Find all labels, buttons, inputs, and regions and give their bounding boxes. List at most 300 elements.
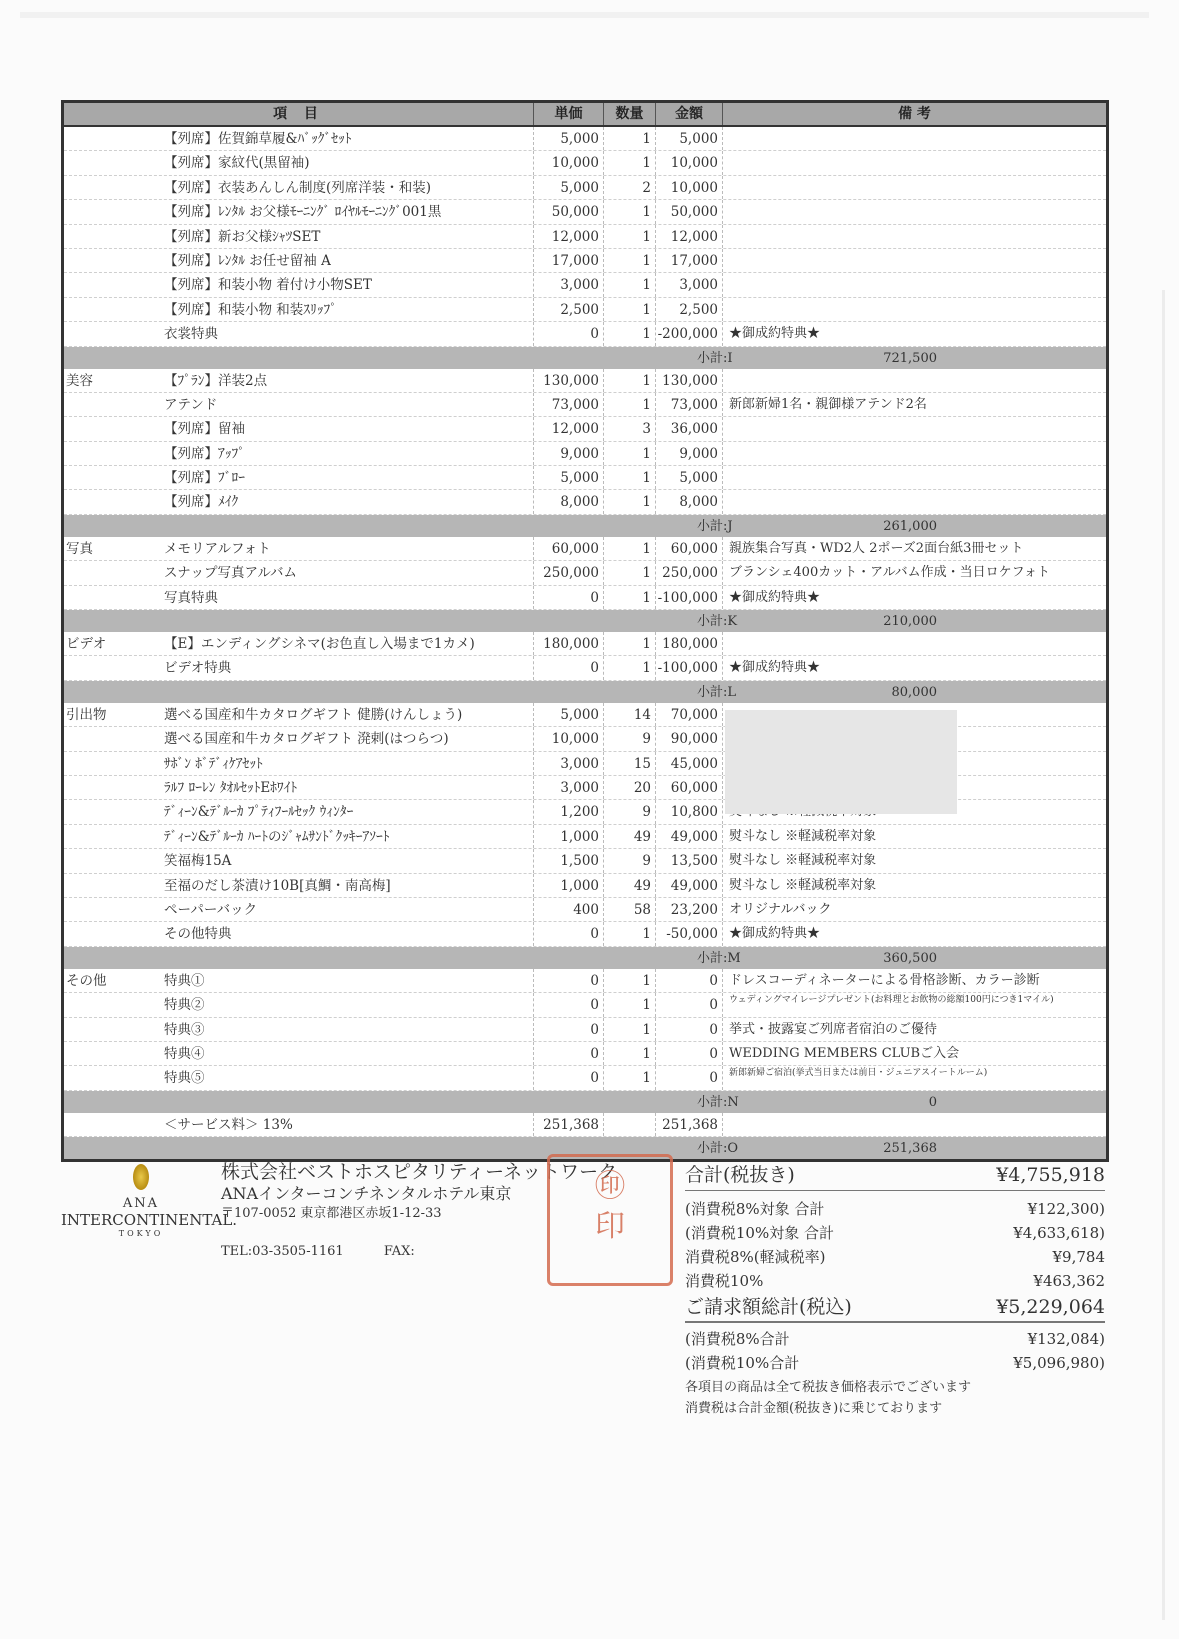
row-qty: 9: [604, 727, 656, 750]
row-amount: -50,000: [656, 922, 723, 945]
row-category: [64, 200, 159, 223]
total-label: 消費税10%: [685, 1272, 764, 1290]
subtotal-label: 小計:J: [697, 518, 733, 534]
subtotal-row: [64, 515, 1106, 537]
subtotal-label: 小計:K: [697, 614, 738, 630]
row-amount: 36,000: [656, 417, 723, 440]
total-value: ¥132,084): [1027, 1330, 1105, 1348]
table-row: [64, 442, 1106, 466]
row-category: [64, 898, 159, 921]
row-qty: 9: [604, 800, 656, 823]
hotel-logo: [61, 1164, 238, 1238]
row-item: 至福のだし茶漬け10B[真鯛・南高梅]: [159, 874, 534, 897]
row-price: 5,000: [534, 176, 604, 199]
row-category: [64, 1066, 159, 1089]
row-note: WEDDING MEMBERS CLUBご入会: [729, 1045, 960, 1061]
row-amount: 0: [656, 969, 723, 992]
row-amount: 180,000: [656, 632, 723, 655]
scan-edge-top: [20, 12, 1149, 18]
row-note: [723, 417, 1106, 440]
row-price: 3,000: [534, 273, 604, 296]
row-item: 【列席】和装小物 和装ｽﾘｯﾌﾟ: [159, 298, 534, 321]
table-row: [64, 993, 1106, 1017]
total-value: ¥4,755,918: [996, 1164, 1105, 1186]
subtotal-value: 0: [928, 1094, 937, 1110]
row-price: 5,000: [534, 466, 604, 489]
row-amount: 8,000: [656, 490, 723, 513]
row-qty: 1: [604, 1066, 656, 1089]
invoice-footer: [61, 1160, 1111, 1460]
row-amount: 5,000: [656, 466, 723, 489]
subtotal-value: 261,000: [883, 518, 937, 534]
row-price: 12,000: [534, 417, 604, 440]
subtotal-row: [64, 1091, 1106, 1113]
total-value: ¥5,096,980): [1013, 1354, 1105, 1372]
table-row: [64, 825, 1106, 849]
row-amount: 10,000: [656, 151, 723, 174]
row-category: [64, 1018, 159, 1041]
table-row: [64, 176, 1106, 200]
row-qty: 1: [604, 1018, 656, 1041]
row-item: 【列席】和装小物 着付け小物SET: [159, 273, 534, 296]
row-price: 60,000: [534, 537, 604, 560]
row-amount: 90,000: [656, 727, 723, 750]
row-price: 10,000: [534, 727, 604, 750]
row-amount: 73,000: [656, 393, 723, 416]
row-price: 1,500: [534, 849, 604, 872]
row-category: [64, 800, 159, 823]
row-note: [723, 1113, 1106, 1136]
row-qty: 1: [604, 298, 656, 321]
row-amount: 70,000: [656, 703, 723, 726]
row-qty: 1: [604, 1042, 656, 1065]
row-category: [64, 993, 159, 1016]
row-amount: 23,200: [656, 898, 723, 921]
total-value: ¥9,784: [1052, 1248, 1105, 1266]
row-qty: 1: [604, 273, 656, 296]
row-qty: 1: [604, 537, 656, 560]
row-category: [64, 298, 159, 321]
total-row: [685, 1293, 1105, 1323]
row-amount: 10,800: [656, 800, 723, 823]
row-qty: 1: [604, 249, 656, 272]
row-qty: 1: [604, 656, 656, 679]
row-category: [64, 151, 159, 174]
logo-line-2: INTERCONTINENTAL.: [61, 1211, 238, 1229]
row-category: [64, 322, 159, 345]
row-item: 【列席】ｱｯﾌﾟ: [159, 442, 534, 465]
table-row: [64, 127, 1106, 151]
table-row: [64, 393, 1106, 417]
row-note: [723, 369, 1106, 392]
subtotal-row: [64, 681, 1106, 703]
row-item: 特典②: [159, 993, 534, 1016]
row-amount: 5,000: [656, 127, 723, 150]
row-price: 130,000: [534, 369, 604, 392]
table-row: [64, 561, 1106, 585]
subtotal-value: 251,368: [883, 1141, 937, 1157]
subtotal-label: 小計:N: [697, 1094, 739, 1110]
row-item: 【E】エンディングシネマ(お色直し入場まで1カメ): [159, 632, 534, 655]
row-amount: 0: [656, 1066, 723, 1089]
row-note: [723, 151, 1106, 174]
row-note: ウェディングマイレージプレゼント(お料理とお飲物の総額100円につき1マイル): [729, 995, 1054, 1006]
row-item: 【列席】ﾚﾝﾀﾙ お父様ﾓｰﾆﾝｸﾞ ﾛｲﾔﾙﾓｰﾆﾝｸﾞ001黒: [159, 200, 534, 223]
row-category: [64, 752, 159, 775]
row-amount: 60,000: [656, 537, 723, 560]
subtotal-label: 小計:I: [697, 350, 733, 366]
total-value: ¥122,300): [1027, 1200, 1105, 1218]
table-row: [64, 151, 1106, 175]
header-item: 項 目: [64, 103, 534, 125]
row-item: 選べる国産和牛カタログギフト 溌剌(はつらつ): [159, 727, 534, 750]
subtotal-row: [64, 347, 1106, 369]
row-price: 250,000: [534, 561, 604, 584]
row-amount: 130,000: [656, 369, 723, 392]
row-category: 美容: [66, 372, 93, 389]
row-category: [64, 656, 159, 679]
row-category: [64, 922, 159, 945]
total-label: 合計(税抜き): [685, 1164, 795, 1186]
table-row: [64, 969, 1106, 993]
tax-notes: [685, 1377, 1105, 1419]
row-price: 0: [534, 1018, 604, 1041]
table-row: [64, 1113, 1106, 1137]
row-amount: 0: [656, 1018, 723, 1041]
row-note: 新郎新婦ご宿泊(挙式当日または前日・ジュニアスイートルーム): [729, 1068, 988, 1079]
row-amount: 60,000: [656, 776, 723, 799]
hotel-name: ANAインターコンチネンタルホテル東京: [221, 1184, 512, 1203]
row-category: [64, 874, 159, 897]
subtotal-value: 721,500: [883, 350, 937, 366]
row-note: 熨斗なし ※軽減税率対象: [729, 877, 877, 893]
row-qty: 1: [604, 393, 656, 416]
row-category: [64, 176, 159, 199]
total-row: [685, 1160, 1105, 1191]
row-item: 【列席】衣装あんしん制度(列席洋装・和装): [159, 176, 534, 199]
row-amount: 50,000: [656, 200, 723, 223]
total-row: [685, 1197, 1105, 1221]
row-item: 【列席】ﾌﾞﾛｰ: [159, 466, 534, 489]
total-label: (消費税8%対象 合計: [685, 1200, 825, 1218]
subtotal-row: [64, 610, 1106, 632]
row-qty: 1: [604, 490, 656, 513]
table-row: [64, 874, 1106, 898]
row-price: 0: [534, 656, 604, 679]
total-row: [685, 1221, 1105, 1245]
row-category: [64, 1113, 159, 1136]
row-qty: 1: [604, 586, 656, 609]
row-amount: 9,000: [656, 442, 723, 465]
row-note: [723, 490, 1106, 513]
row-price: 2,500: [534, 298, 604, 321]
row-note: [723, 632, 1106, 655]
row-price: 73,000: [534, 393, 604, 416]
row-qty: 1: [604, 969, 656, 992]
tax-note: 各項目の商品は全て税抜き価格表示でございます: [685, 1380, 972, 1395]
row-note: [723, 176, 1106, 199]
total-label: (消費税8%合計: [685, 1330, 790, 1348]
row-category: [64, 417, 159, 440]
table-row: [64, 225, 1106, 249]
row-amount: 250,000: [656, 561, 723, 584]
row-category: [64, 466, 159, 489]
row-qty: 14: [604, 703, 656, 726]
row-item: 【列席】家紋代(黒留袖): [159, 151, 534, 174]
row-qty: 15: [604, 752, 656, 775]
row-price: 3,000: [534, 752, 604, 775]
row-qty: 1: [604, 922, 656, 945]
row-note: [723, 225, 1106, 248]
total-label: 消費税8%(軽減税率): [685, 1248, 826, 1266]
row-category: [64, 586, 159, 609]
row-qty: 3: [604, 417, 656, 440]
row-note: ドレスコーディネーターによる骨格診断、カラー診断: [729, 972, 1040, 988]
row-price: 1,200: [534, 800, 604, 823]
row-note: ★御成約特典★: [729, 589, 821, 605]
row-category: [64, 1042, 159, 1065]
company-name: 株式会社ベストホスピタリティーネットワーク: [221, 1161, 618, 1183]
row-category: [64, 849, 159, 872]
table-row: [64, 1066, 1106, 1090]
row-item: 特典①: [159, 969, 534, 992]
row-amount: 13,500: [656, 849, 723, 872]
table-row: [64, 298, 1106, 322]
row-item: アテンド: [159, 393, 534, 416]
logo-emblem-icon: [133, 1164, 149, 1190]
row-amount: 49,000: [656, 825, 723, 848]
table-row: [64, 490, 1106, 514]
row-category: [64, 490, 159, 513]
row-qty: 1: [604, 127, 656, 150]
total-row: [685, 1351, 1105, 1375]
row-item: ﾃﾞｨｰﾝ&ﾃﾞﾙｰｶ ﾊｰﾄのｼﾞｬﾑｻﾝﾄﾞｸｯｷｰｱｿｰﾄ: [159, 825, 534, 848]
row-price: 1,000: [534, 874, 604, 897]
total-row: [685, 1327, 1105, 1351]
subtotal-value: 360,500: [883, 950, 937, 966]
row-item: ＜サービス料＞ 13%: [159, 1113, 534, 1136]
scan-edge-right: [1162, 290, 1165, 1620]
company-fax: FAX:: [383, 1244, 415, 1259]
logo-line-1: ANA: [122, 1196, 160, 1211]
row-item: ペーパーバック: [159, 898, 534, 921]
row-qty: [604, 1113, 656, 1136]
row-qty: 1: [604, 442, 656, 465]
row-price: 0: [534, 993, 604, 1016]
total-value: ¥5,229,064: [996, 1296, 1105, 1318]
row-item: 【ﾌﾟﾗﾝ】洋装2点: [159, 369, 534, 392]
row-amount: 0: [656, 993, 723, 1016]
subtotal-label: 小計:L: [697, 684, 737, 700]
row-item: その他特典: [159, 922, 534, 945]
subtotal-value: 210,000: [883, 614, 937, 630]
row-note: 親族集合写真・WD2人 2ポーズ2面台紙3冊セット: [729, 540, 1024, 556]
row-amount: 45,000: [656, 752, 723, 775]
row-amount: 3,000: [656, 273, 723, 296]
row-price: 0: [534, 922, 604, 945]
row-price: 12,000: [534, 225, 604, 248]
row-qty: 1: [604, 225, 656, 248]
table-row: [64, 586, 1106, 610]
row-item: 【列席】留袖: [159, 417, 534, 440]
row-note: [723, 273, 1106, 296]
row-note: [723, 466, 1106, 489]
row-note: [723, 249, 1106, 272]
row-amount: -100,000: [656, 586, 723, 609]
row-amount: 17,000: [656, 249, 723, 272]
row-amount: -100,000: [656, 656, 723, 679]
row-item: 【列席】ﾒｲｸ: [159, 490, 534, 513]
row-amount: 0: [656, 1042, 723, 1065]
row-amount: 12,000: [656, 225, 723, 248]
row-qty: 58: [604, 898, 656, 921]
row-amount: 10,000: [656, 176, 723, 199]
row-note: 新郎新婦1名・親御様アテンド2名: [729, 396, 927, 412]
row-note: [723, 127, 1106, 150]
invoice-table: [61, 100, 1109, 1162]
redaction-box: [725, 710, 957, 814]
row-qty: 1: [604, 322, 656, 345]
row-qty: 1: [604, 632, 656, 655]
row-note: ★御成約特典★: [729, 926, 821, 942]
row-category: [64, 273, 159, 296]
subtotal-row: [64, 947, 1106, 969]
row-price: 10,000: [534, 151, 604, 174]
row-note: ★御成約特典★: [729, 660, 821, 676]
row-category: [64, 727, 159, 750]
row-item: メモリアルフォト: [159, 537, 534, 560]
row-category: [64, 776, 159, 799]
header-note: 備 考: [898, 106, 931, 122]
row-item: 笑福梅15A: [159, 849, 534, 872]
total-label: (消費税10%対象 合計: [685, 1224, 834, 1242]
row-note: [723, 298, 1106, 321]
row-price: 1,000: [534, 825, 604, 848]
row-price: 17,000: [534, 249, 604, 272]
row-item: ビデオ特典: [159, 656, 534, 679]
row-price: 0: [534, 969, 604, 992]
row-category: [64, 249, 159, 272]
total-value: ¥463,362: [1033, 1272, 1105, 1290]
row-price: 8,000: [534, 490, 604, 513]
row-category: [64, 225, 159, 248]
row-price: 0: [534, 322, 604, 345]
table-row: [64, 922, 1106, 946]
row-qty: 9: [604, 849, 656, 872]
table-row: [64, 1018, 1106, 1042]
row-item: 写真特典: [159, 586, 534, 609]
row-category: ビデオ: [66, 636, 107, 653]
row-qty: 20: [604, 776, 656, 799]
row-item: 特典③: [159, 1018, 534, 1041]
total-label: ご請求額総計(税込): [685, 1296, 852, 1318]
row-note: [723, 200, 1106, 223]
row-item: ｻﾎﾞﾝ ﾎﾞﾃﾞｨｹｱｾｯﾄ: [159, 752, 534, 775]
header-price: 単価: [534, 103, 604, 125]
total-row: [685, 1245, 1105, 1269]
row-note: 熨斗なし ※軽減税率対象: [729, 853, 877, 869]
row-price: 0: [534, 586, 604, 609]
tax-note: 消費税は合計金額(税抜き)に乗じております: [685, 1401, 943, 1416]
table-row: [64, 249, 1106, 273]
row-price: 5,000: [534, 703, 604, 726]
logo-line-3: TOKYO: [118, 1229, 164, 1238]
table-row: [64, 656, 1106, 680]
company-address: 〒107-0052 東京都港区赤坂1-12-33: [221, 1206, 442, 1221]
table-body: [64, 127, 1106, 1159]
subtotal-value: 80,000: [891, 684, 937, 700]
row-category: 引出物: [66, 706, 107, 723]
row-qty: 1: [604, 466, 656, 489]
totals-block: [685, 1160, 1105, 1419]
row-qty: 1: [604, 369, 656, 392]
total-row: [685, 1269, 1105, 1293]
subtotal-label: 小計:M: [697, 950, 741, 966]
row-price: 251,368: [534, 1113, 604, 1136]
header-qty: 数量: [604, 103, 656, 125]
table-row: [64, 273, 1106, 297]
row-price: 9,000: [534, 442, 604, 465]
row-amount: 251,368: [656, 1113, 723, 1136]
row-note: ブランシェ400カット・アルバム作成・当日ロケフォト: [729, 565, 1051, 581]
row-qty: 1: [604, 200, 656, 223]
row-price: 0: [534, 1042, 604, 1065]
row-item: スナップ写真アルバム: [159, 561, 534, 584]
row-note: 熨斗なし ※軽減税率対象: [729, 828, 877, 844]
table-row: [64, 1042, 1106, 1066]
row-item: ﾗﾙﾌ ﾛｰﾚﾝ ﾀｵﾙｾｯﾄEﾎﾜｲﾄ: [159, 776, 534, 799]
row-item: 特典④: [159, 1042, 534, 1065]
table-row: [64, 417, 1106, 441]
row-price: 3,000: [534, 776, 604, 799]
total-label: (消費税10%合計: [685, 1354, 800, 1372]
row-category: その他: [66, 972, 107, 989]
row-price: 400: [534, 898, 604, 921]
row-note: オリジナルバック: [729, 901, 832, 917]
row-price: 5,000: [534, 127, 604, 150]
table-row: [64, 898, 1106, 922]
row-price: 0: [534, 1066, 604, 1089]
row-qty: 2: [604, 176, 656, 199]
table-row: [64, 632, 1106, 656]
row-amount: 49,000: [656, 874, 723, 897]
row-amount: 2,500: [656, 298, 723, 321]
row-amount: -200,000: [656, 322, 723, 345]
row-price: 180,000: [534, 632, 604, 655]
row-category: [64, 825, 159, 848]
row-category: [64, 127, 159, 150]
row-note: ★御成約特典★: [729, 326, 821, 342]
total-value: ¥4,633,618): [1013, 1224, 1105, 1242]
row-item: 衣裳特典: [159, 322, 534, 345]
table-row: [64, 466, 1106, 490]
row-category: [64, 561, 159, 584]
table-row: [64, 200, 1106, 224]
row-category: [64, 442, 159, 465]
row-item: 選べる国産和牛カタログギフト 健勝(けんしょう): [159, 703, 534, 726]
table-row: [64, 322, 1106, 346]
row-qty: 1: [604, 151, 656, 174]
row-qty: 1: [604, 561, 656, 584]
row-category: [64, 393, 159, 416]
row-item: 【列席】ﾚﾝﾀﾙ お任せ留袖 A: [159, 249, 534, 272]
header-amount: 金額: [656, 103, 723, 125]
table-row: [64, 537, 1106, 561]
row-price: 50,000: [534, 200, 604, 223]
company-seal-stamp: ㊞ 印: [547, 1154, 673, 1286]
subtotal-label: 小計:O: [697, 1141, 739, 1157]
row-item: 特典⑤: [159, 1066, 534, 1089]
